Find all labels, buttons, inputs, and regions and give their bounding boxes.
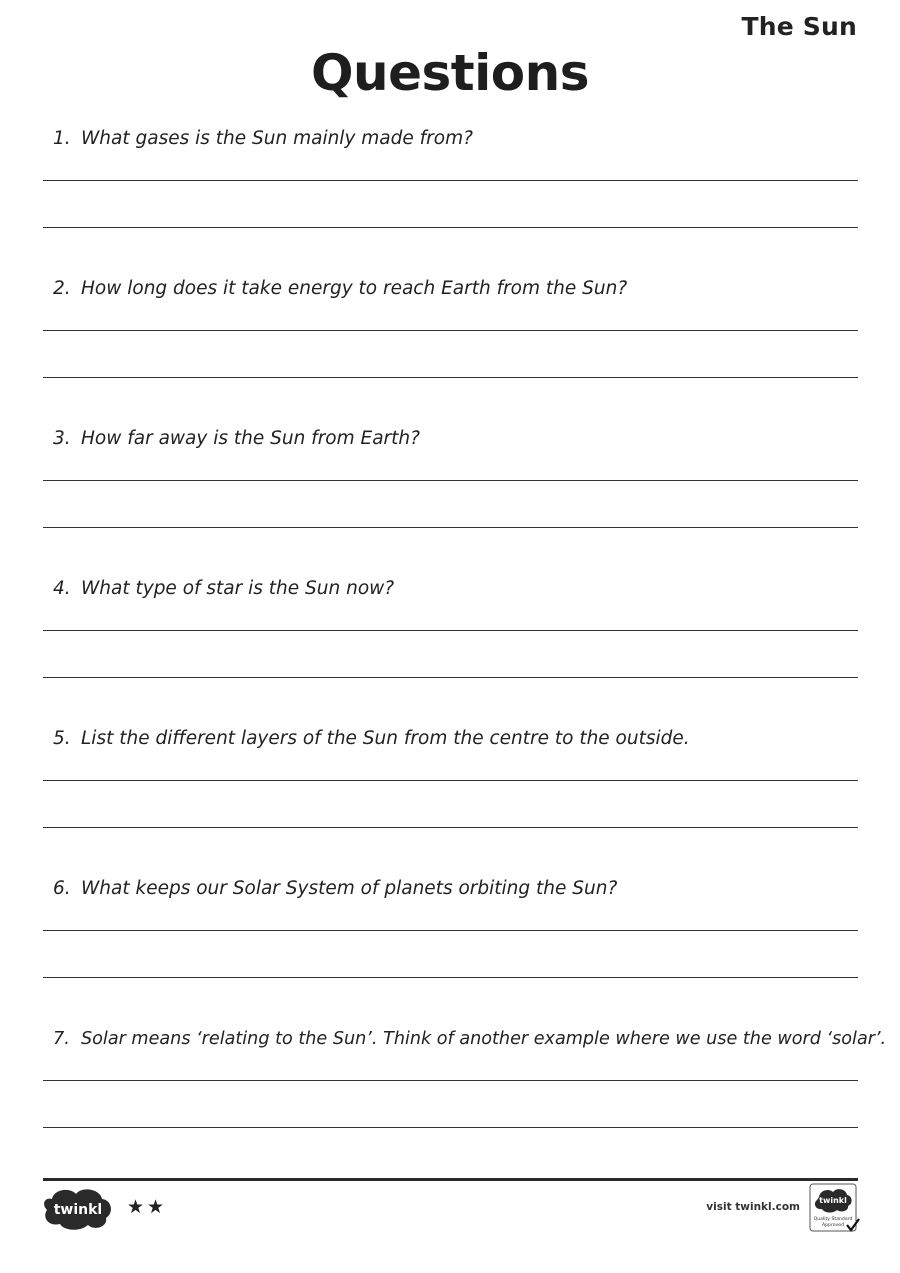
answer-line[interactable] xyxy=(43,180,858,181)
question-label: How long does it take energy to reach Earth from the Sun? xyxy=(81,278,628,299)
question-block-1 xyxy=(0,124,900,274)
answer-line[interactable] xyxy=(43,1127,858,1128)
question-label: What keeps our Solar System of planets orbiting the Sun? xyxy=(81,878,618,899)
question-label: What type of star is the Sun now? xyxy=(81,578,395,599)
answer-line[interactable] xyxy=(43,977,858,978)
question-block-6 xyxy=(0,874,900,1024)
topic-label: The Sun xyxy=(741,12,857,41)
question-number: 2. xyxy=(53,278,71,299)
answer-line[interactable] xyxy=(43,780,858,781)
answer-line[interactable] xyxy=(43,527,858,528)
question-number: 7. xyxy=(53,1029,70,1049)
question-block-4 xyxy=(0,574,900,724)
visit-link[interactable]: visit twinkl.com xyxy=(706,1201,800,1213)
svg-text:Approved: Approved xyxy=(821,1223,845,1228)
question-text xyxy=(53,724,690,754)
question-text xyxy=(53,124,473,154)
svg-text:twinkl: twinkl xyxy=(53,1202,103,1218)
question-text xyxy=(53,424,420,454)
answer-line[interactable] xyxy=(43,630,858,631)
answer-line[interactable] xyxy=(43,930,858,931)
question-block-7 xyxy=(0,1024,900,1174)
question-label: How far away is the Sun from Earth? xyxy=(81,428,420,449)
answer-line[interactable] xyxy=(43,1080,858,1081)
answer-line[interactable] xyxy=(43,827,858,828)
difficulty-stars: ★★ xyxy=(127,1196,168,1218)
question-text xyxy=(53,874,617,904)
question-block-3 xyxy=(0,424,900,574)
question-number: 5. xyxy=(53,728,71,749)
answer-line[interactable] xyxy=(43,480,858,481)
answer-line[interactable] xyxy=(43,377,858,378)
question-number: 1. xyxy=(53,128,71,149)
question-number: 4. xyxy=(53,578,71,599)
question-label: Solar means ‘relating to the Sun’. Think of another example where we use the word ‘solar’. xyxy=(81,1029,887,1049)
page-title: Questions xyxy=(310,44,590,102)
question-label: What gases is the Sun mainly made from? xyxy=(81,128,473,149)
question-block-5 xyxy=(0,724,900,874)
question-number: 6. xyxy=(53,878,71,899)
svg-text:twinkl: twinkl xyxy=(819,1196,847,1205)
footer-divider xyxy=(43,1178,858,1181)
answer-line[interactable] xyxy=(43,227,858,228)
quality-badge xyxy=(809,1183,861,1233)
question-number: 3. xyxy=(53,428,71,449)
answer-line[interactable] xyxy=(43,677,858,678)
question-block-2 xyxy=(0,274,900,424)
question-text xyxy=(53,274,627,304)
answer-line[interactable] xyxy=(43,330,858,331)
twinkl-logo xyxy=(42,1185,114,1231)
question-text xyxy=(53,1024,886,1054)
svg-text:Quality Standard: Quality Standard xyxy=(813,1217,853,1222)
question-label: List the different layers of the Sun from the centre to the outside. xyxy=(81,728,690,749)
question-text xyxy=(53,574,394,604)
